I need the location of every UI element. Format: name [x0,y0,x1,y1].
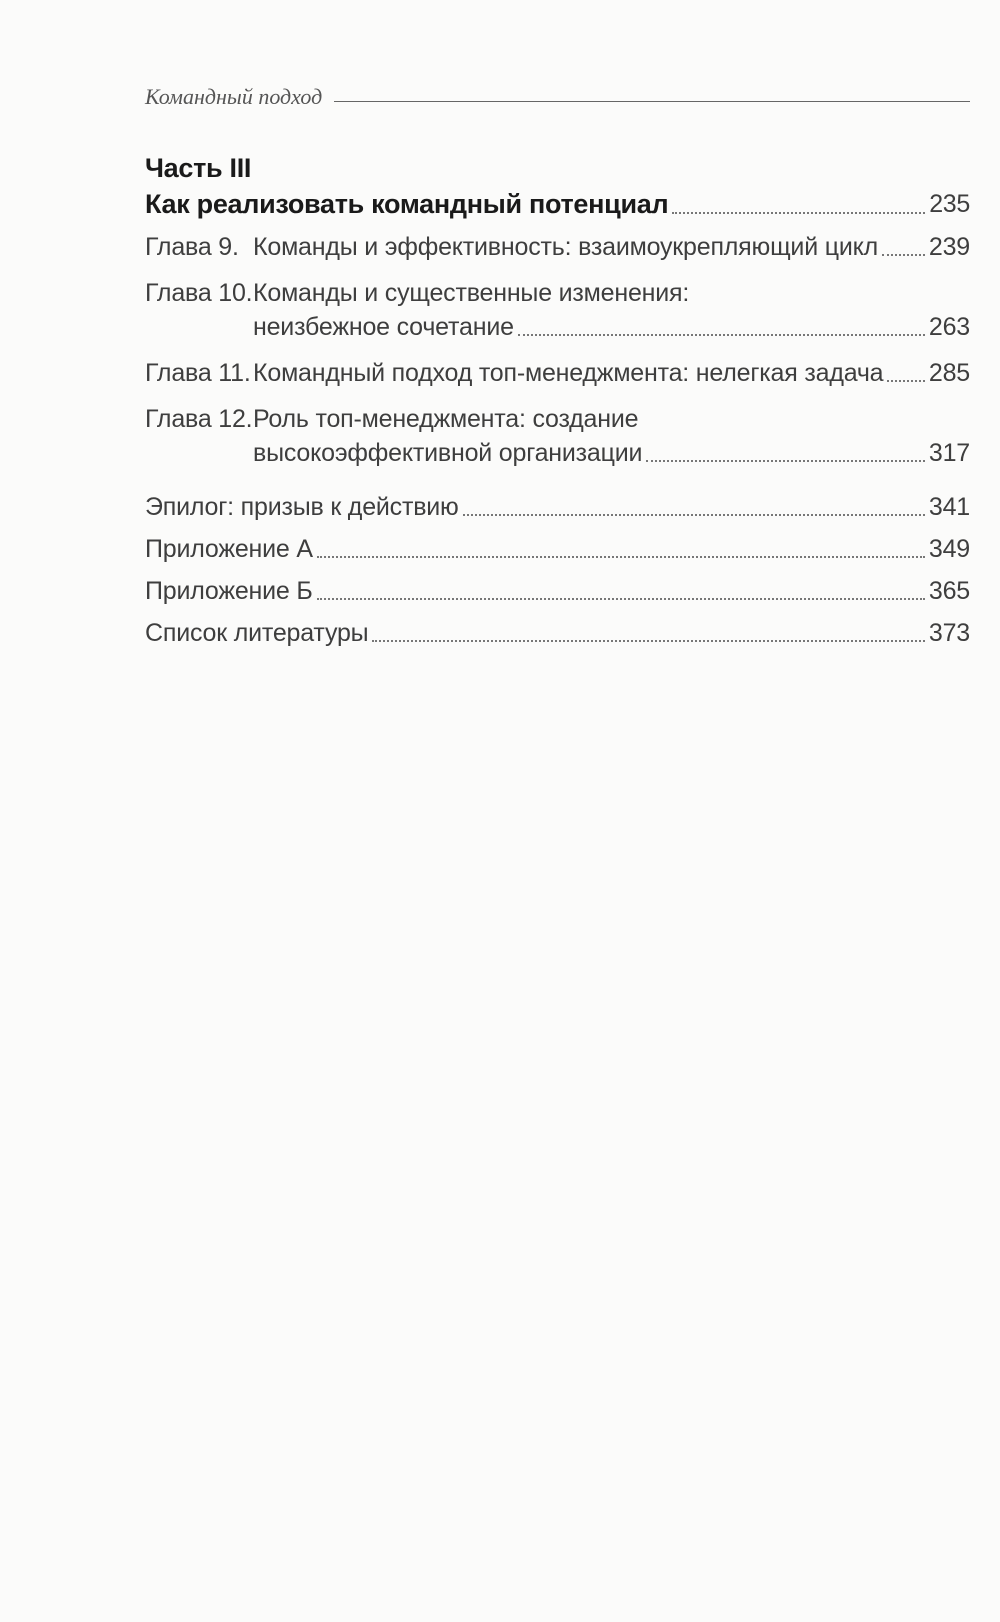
part-title: Как реализовать командный потенциал [145,189,669,219]
dot-leader [317,556,925,558]
toc-entry-bibliography[interactable] [145,616,970,650]
dot-leader [463,514,925,516]
dot-leader [518,334,925,336]
chapter-title-line-2: неизбежное сочетание [253,313,514,341]
toc-entry-part-title[interactable] [145,186,970,222]
toc-entry-chapter-11[interactable] [145,356,970,390]
dot-leader [887,380,924,382]
page-number: 239 [928,233,970,261]
toc-entry-appendix-b[interactable] [145,574,970,608]
running-header [145,80,970,114]
dot-leader [672,212,925,214]
page-number: 317 [928,439,970,467]
toc-entry-epilogue[interactable] [145,490,970,524]
entry-title: Список литературы [145,619,369,647]
chapter-title-line-2: высокоэффективной организации [253,439,643,467]
toc-entry-chapter-10[interactable] [145,276,970,344]
page-number: 365 [928,577,970,605]
toc-entry-chapter-12[interactable] [145,402,970,470]
chapter-label: Глава 11. [145,359,251,387]
dot-leader [317,598,925,600]
part-label: Часть III [145,153,252,183]
page-number: 285 [928,359,970,387]
running-title: Командный подход [145,84,323,109]
header-rule [334,101,970,102]
chapter-title: Команды и эффективность: взаимоукрепляющий цикл [253,233,878,261]
entry-title: Приложение Б [145,577,313,605]
page-number: 263 [928,313,970,341]
dot-leader [882,254,925,256]
page-number: 349 [928,535,970,563]
chapter-label: Глава 12. [145,405,253,433]
page-number: 341 [928,493,970,521]
chapter-title-line-1: Роль топ-менеджмента: создание [253,405,639,433]
entry-title: Приложение А [145,535,313,563]
page-number: 235 [929,190,970,218]
toc-entry-appendix-a[interactable] [145,532,970,566]
entry-title: Эпилог: призыв к действию [145,493,459,521]
chapter-label: Глава 10. [145,279,253,307]
dot-leader [372,640,924,642]
dot-leader [646,460,925,462]
table-of-contents [145,150,970,650]
page-number: 373 [928,619,970,647]
chapter-label: Глава 9. [145,233,239,261]
chapter-title: Командный подход топ-менеджмента: нелегкая задача [253,359,884,387]
toc-entry-chapter-9[interactable] [145,230,970,264]
chapter-title-line-1: Команды и существенные изменения: [253,279,690,307]
